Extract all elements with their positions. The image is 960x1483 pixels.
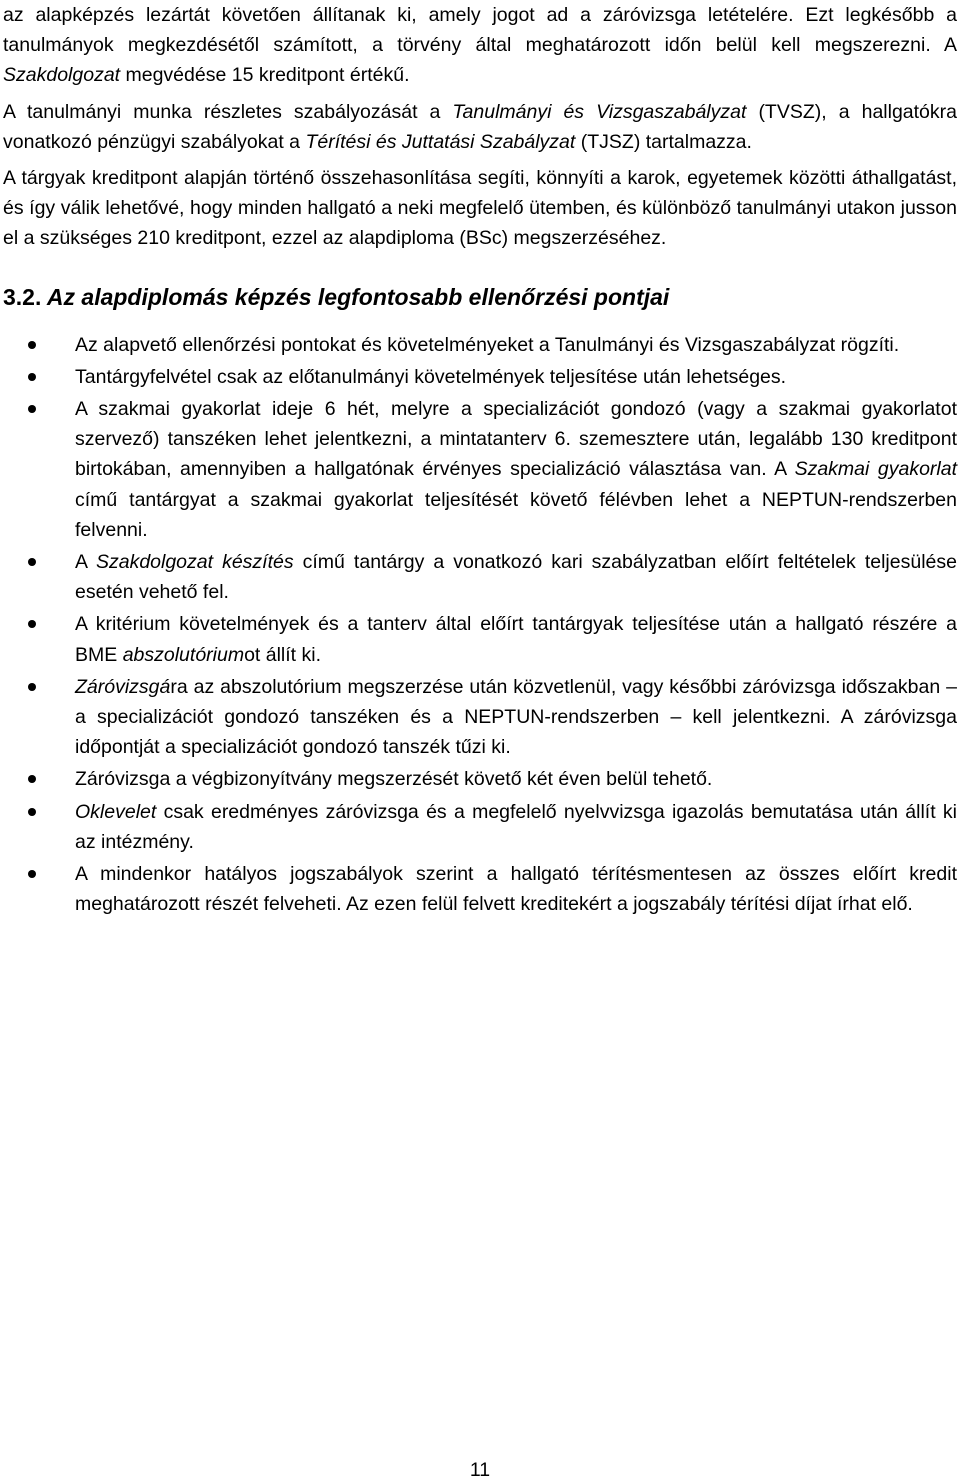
text-span: ra az abszolutórium megszerzése után közvetlenül, vagy későbbi záróvizsga időszakban – a specializációt gondozó tanszéken és a NEPTUN-rendszerben – kell jelentkezni. A záróvizsga időpontját a specializációt gondozó tanszék tűzi ki.: [75, 675, 957, 759]
list-item: [3, 547, 957, 607]
italic-term-szakdolgozat: Szakdolgozat: [3, 64, 121, 87]
text-span: A tárgyak kreditpont alapján történő összehasonlítása segíti, könnyíti a karok, egyetemek közötti áthallgatást, és így válik lehetővé, hogy minden hallgató a neki megfelelő ütemben, és különböző tanulmányi utakon jusson el a szükséges 210 kreditpont, ezzel az alapdiploma (BSc) megszerzéséhez.: [3, 167, 957, 250]
text-span: A tanulmányi munka részletes szabályozását a: [3, 100, 453, 123]
italic-term: Záróvizsgá: [75, 675, 171, 698]
bullet-icon: [28, 405, 36, 413]
text-span: című tantárgy a vonatkozó kari szabályzatban előírt feltételek teljesülése esetén vehető fel.: [75, 551, 957, 604]
text-span: csak eredményes záróvizsga és a megfelelő nyelvvizsga igazolás bemutatása után állít ki az intézmény.: [75, 800, 957, 853]
text-span: (TVSZ), a hallgatókra vonatkozó pénzügyi szabályokat a: [3, 100, 957, 153]
paragraph-credit-comparison: [3, 163, 957, 254]
text-span: ot állít ki.: [244, 643, 322, 666]
italic-term-tvsz: Tanulmányi és Vizsgaszabályzat: [452, 100, 747, 123]
list-item: [3, 672, 957, 763]
checkpoint-list: [3, 330, 957, 920]
bullet-icon: [28, 620, 36, 628]
list-item: [3, 797, 957, 857]
text-span: A: [75, 551, 96, 574]
list-item: [3, 609, 957, 669]
italic-term: Szakmai gyakorlat: [794, 458, 957, 481]
section-title: Az alapdiplomás képzés legfontosabb ellenőrzési pontjai: [41, 283, 670, 310]
list-item: [3, 362, 957, 392]
paragraph-final-exam-intro: [3, 0, 957, 91]
bullet-icon: [28, 775, 36, 783]
text-span: megvédése 15 kreditpont értékű.: [120, 64, 410, 87]
text-span: Tantárgyfelvétel csak az előtanulmányi követelmények teljesítése után lehetséges.: [75, 365, 787, 388]
italic-term: Oklevelet: [75, 800, 157, 823]
text-span: Záróvizsga a végbizonyítvány megszerzését követő két éven belül tehető.: [75, 768, 713, 791]
text-span: A kritérium követelmények és a tanterv által előírt tantárgyak teljesítése után a hallgató részére a BME: [75, 613, 957, 666]
bullet-icon: [28, 683, 36, 691]
paragraph-regulations: [3, 97, 957, 157]
list-item: [3, 394, 957, 545]
section-number: 3.2.: [3, 283, 42, 310]
bullet-icon: [28, 808, 36, 816]
italic-term: abszolutórium: [122, 643, 245, 666]
italic-term-tjsz: Térítési és Juttatási Szabályzat: [305, 130, 576, 153]
list-item: [3, 764, 957, 794]
italic-term: Szakdolgozat készítés: [95, 551, 294, 574]
bullet-icon: [28, 373, 36, 381]
bullet-icon: [28, 341, 36, 349]
list-item: [3, 330, 957, 360]
text-span: (TJSZ) tartalmazza.: [575, 130, 752, 153]
text-span: című tantárgyat a szakmai gyakorlat teljesítését követő félévben lehet a NEPTUN-rendszerben felvenni.: [75, 488, 957, 541]
list-item: [3, 859, 957, 919]
section-heading: [3, 282, 957, 312]
text-span: A szakmai gyakorlat ideje 6 hét, melyre a specializációt gondozó (vagy a szakmai gyakorlatot szervező) tanszéken lehet jelentkezni, a mintatanterv 6. szemesztere után, legalább 130 kreditpont birtokában, amennyiben a hallgatónak érvényes specializáció választása van. A: [75, 398, 957, 481]
text-span: Az alapvető ellenőrzési pontokat és követelményeket a Tanulmányi és Vizsgaszabályzat rögzíti.: [75, 333, 900, 356]
document-page: [3, 0, 957, 919]
bullet-icon: [28, 870, 36, 878]
page-number: 11: [469, 1459, 491, 1481]
text-span: az alapképzés lezártát követően állítanak ki, amely jogot ad a záróvizsga letételére. Ezt legkésőbb a tanulmányok megkezdésétől számított, a törvény által meghatározott időn belül kell megszerezni. A: [3, 4, 957, 57]
bullet-icon: [28, 558, 36, 566]
text-span: A mindenkor hatályos jogszabályok szerint a hallgató térítésmentesen az összes előírt kredit meghatározott részét felveheti. Az ezen felül felvett kreditekért a jogszabály térítési díjat írhat elő.: [75, 863, 957, 916]
